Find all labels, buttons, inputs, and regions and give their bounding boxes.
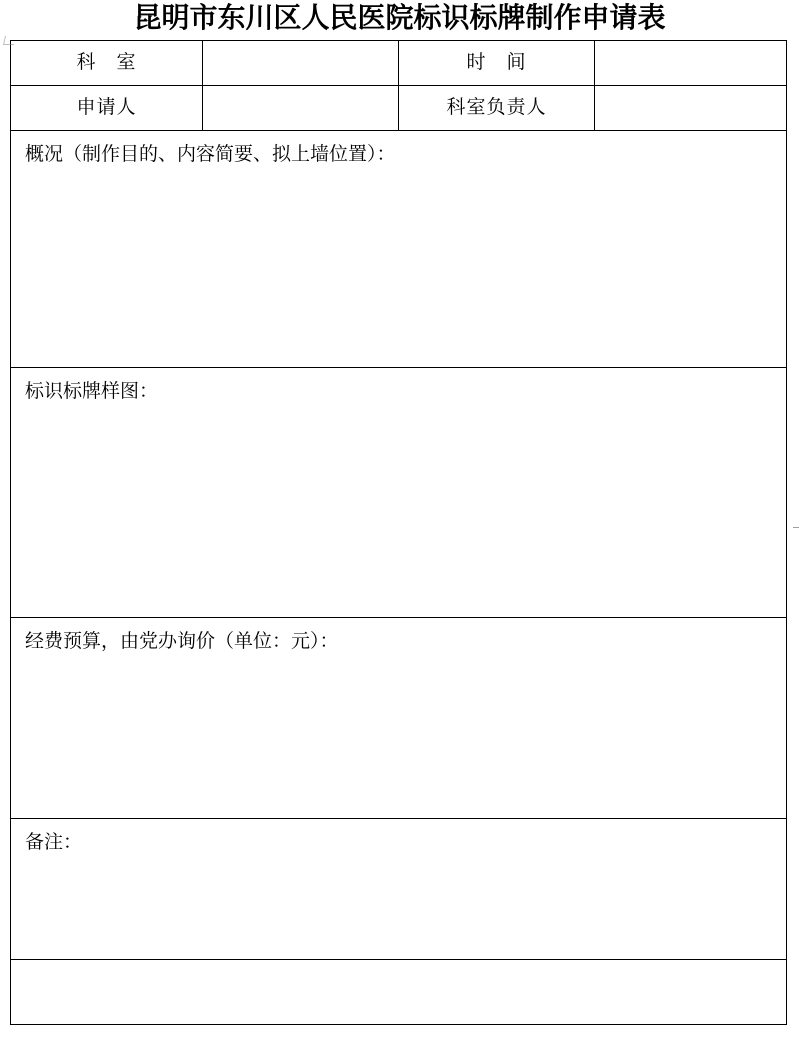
page-title: 昆明市东川区人民医院标识标牌制作申请表 (133, 1, 666, 34)
field-label-department-head (399, 86, 595, 131)
section-budget-label: 经费预算，由党办询价（单位：元）： (25, 631, 339, 652)
section-remark-label: 备注： (25, 832, 83, 853)
field-label-department-text: 科 室 (76, 52, 137, 73)
table-row (11, 86, 787, 131)
field-label-time-text: 时 间 (466, 52, 527, 73)
application-form-table (10, 40, 787, 1025)
section-sign-sample[interactable] (11, 368, 787, 618)
section-overview-label: 概况（制作目的、内容简要、拟上墙位置）： (25, 144, 396, 165)
field-value-time[interactable] (595, 41, 787, 86)
table-row (11, 41, 787, 86)
field-label-department (11, 41, 203, 86)
field-value-department[interactable] (203, 41, 399, 86)
table-row (11, 960, 787, 1025)
section-overview[interactable] (11, 131, 787, 368)
field-label-applicant (11, 86, 203, 131)
table-row (11, 131, 787, 368)
field-value-department-head[interactable] (595, 86, 787, 131)
table-row (11, 819, 787, 960)
page-corner-mark (3, 36, 16, 45)
section-footer-label (11, 960, 786, 972)
field-label-time (399, 41, 595, 86)
section-remark[interactable] (11, 819, 787, 960)
section-budget[interactable] (11, 618, 787, 819)
field-label-department-head-text: 科室负责人 (446, 97, 547, 118)
table-row (11, 368, 787, 618)
table-row (11, 618, 787, 819)
field-value-applicant[interactable] (203, 86, 399, 131)
section-sign-sample-label: 标识标牌样图： (25, 381, 159, 402)
section-footer[interactable] (11, 960, 787, 1025)
field-label-applicant-text: 申请人 (76, 97, 137, 118)
page-edge-tick (793, 527, 799, 528)
